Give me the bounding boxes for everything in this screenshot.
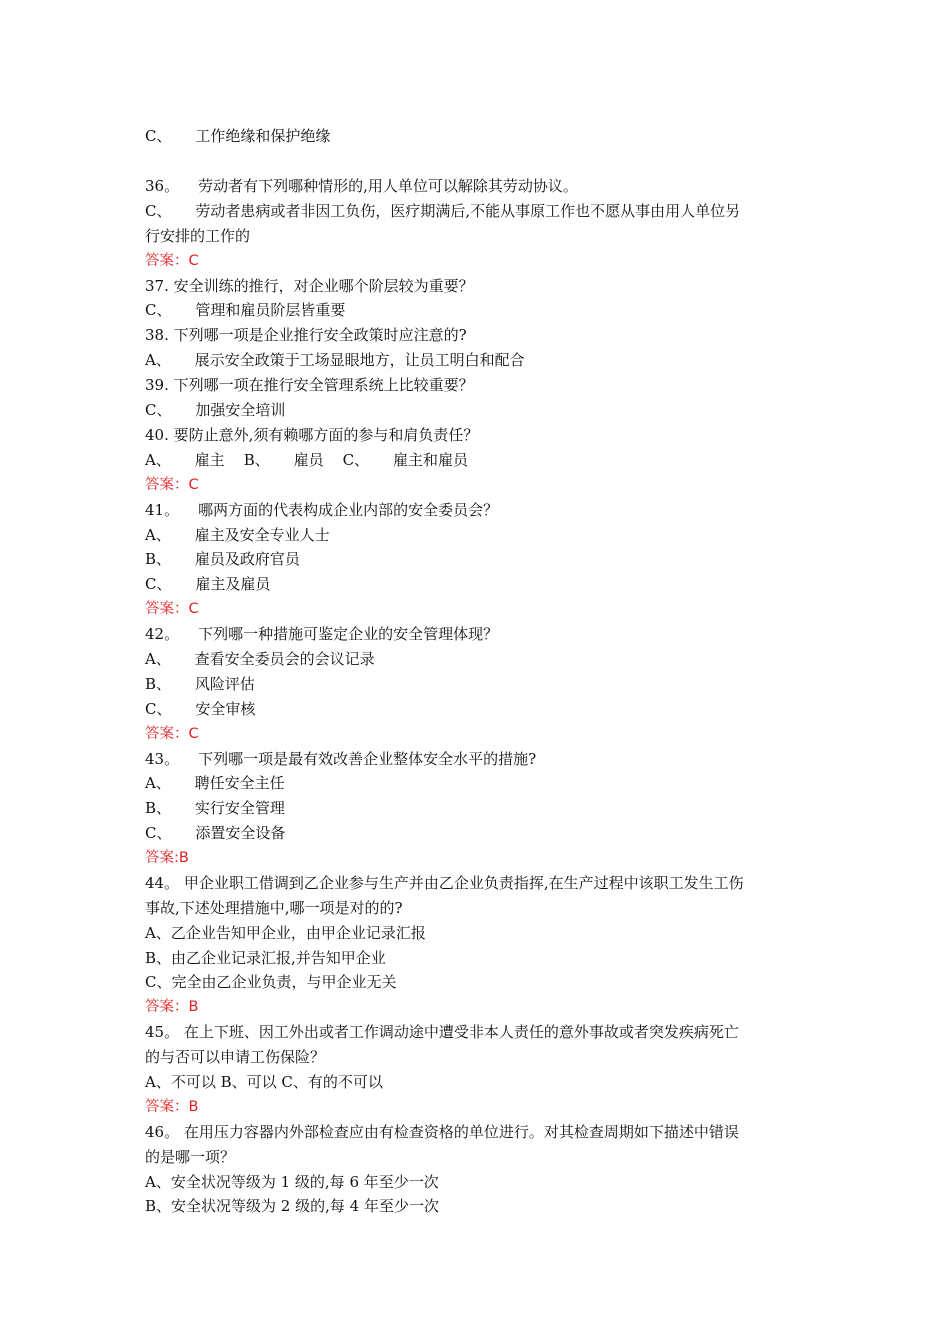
answer-line: 答案：C xyxy=(145,477,199,493)
option-line: B、由乙企业记录汇报,并告知甲企业 xyxy=(145,949,386,967)
question-line-continued: 事故,下述处理措施中,哪一项是对的的? xyxy=(145,899,403,917)
question-line: 43。 下列哪一项是最有效改善企业整体安全水平的措施? xyxy=(145,750,537,768)
question-line: 41。 哪两方面的代表构成企业内部的安全委员会？ xyxy=(145,501,499,519)
question-line: 37. 安全训练的推行，对企业哪个阶层较为重要？ xyxy=(145,277,474,295)
question-line: 46。 在用压力容器内外部检查应由有检查资格的单位进行。对其检查周期如下描述中错误 xyxy=(145,1123,739,1141)
option-line: A、 雇主及安全专业人士 xyxy=(145,526,330,544)
option-line: A、乙企业告知甲企业，由甲企业记录汇报 xyxy=(145,924,426,942)
answer-line: 答案:B xyxy=(145,850,189,866)
option-line: B、安全状况等级为 2 级的,每 4 年至少一次 xyxy=(145,1197,439,1215)
option-line: C、 添置安全设备 xyxy=(145,824,286,842)
option-line: C、 工作绝缘和保护绝缘 xyxy=(145,127,331,145)
answer-line: 答案：C xyxy=(145,601,199,617)
option-line: C、完全由乙企业负责，与甲企业无关 xyxy=(145,973,397,991)
option-line: A、 雇主 B、 雇员 C、 雇主和雇员 xyxy=(145,451,468,469)
option-line: A、 展示安全政策于工场显眼地方，让员工明白和配合 xyxy=(145,351,525,369)
question-line: 39. 下列哪一项在推行安全管理系统上比较重要？ xyxy=(145,376,474,394)
option-line: A、 查看安全委员会的会议记录 xyxy=(145,650,375,668)
option-line: C、 雇主及雇员 xyxy=(145,575,271,593)
question-line-continued: 的是哪一项？ xyxy=(145,1148,236,1166)
option-line-continued: 行安排的工作的 xyxy=(145,227,251,245)
question-line: 44。 甲企业职工借调到乙企业参与生产并由乙企业负责指挥,在生产过程中该职工发生工伤 xyxy=(145,874,744,892)
option-line: C、 加强安全培训 xyxy=(145,401,286,419)
answer-line: 答案：C xyxy=(145,253,199,269)
option-line: B、 实行安全管理 xyxy=(145,799,285,817)
question-line-continued: 的与否可以申请工伤保险？ xyxy=(145,1048,326,1066)
answer-line: 答案：B xyxy=(145,1099,199,1115)
option-line: A、不可以 B、可以 C、有的不可以 xyxy=(145,1073,383,1091)
option-line: C、 安全审核 xyxy=(145,700,256,718)
option-line: C、 劳动者患病或者非因工负伤，医疗期满后,不能从事原工作也不愿从事由用人单位另 xyxy=(145,202,741,220)
answer-line: 答案：C xyxy=(145,726,199,742)
option-line: A、安全状况等级为 1 级的,每 6 年至少一次 xyxy=(145,1173,439,1191)
question-line: 38. 下列哪一项是企业推行安全政策时应注意的? xyxy=(145,326,467,344)
option-line: B、 风险评估 xyxy=(145,675,255,693)
question-line: 40. 要防止意外,须有赖哪方面的参与和肩负责任？ xyxy=(145,426,479,444)
option-line: C、 管理和雇员阶层皆重要 xyxy=(145,301,346,319)
option-line: B、 雇员及政府官员 xyxy=(145,550,300,568)
question-line: 42。 下列哪一种措施可鉴定企业的安全管理体现？ xyxy=(145,625,499,643)
question-line: 36。 劳动者有下列哪种情形的,用人单位可以解除其劳动协议。 xyxy=(145,177,578,195)
question-line: 45。 在上下班、因工外出或者工作调动途中遭受非本人责任的意外事故或者突发疾病死亡 xyxy=(145,1023,739,1041)
answer-line: 答案：B xyxy=(145,999,199,1015)
option-line: A、 聘任安全主任 xyxy=(145,774,285,792)
